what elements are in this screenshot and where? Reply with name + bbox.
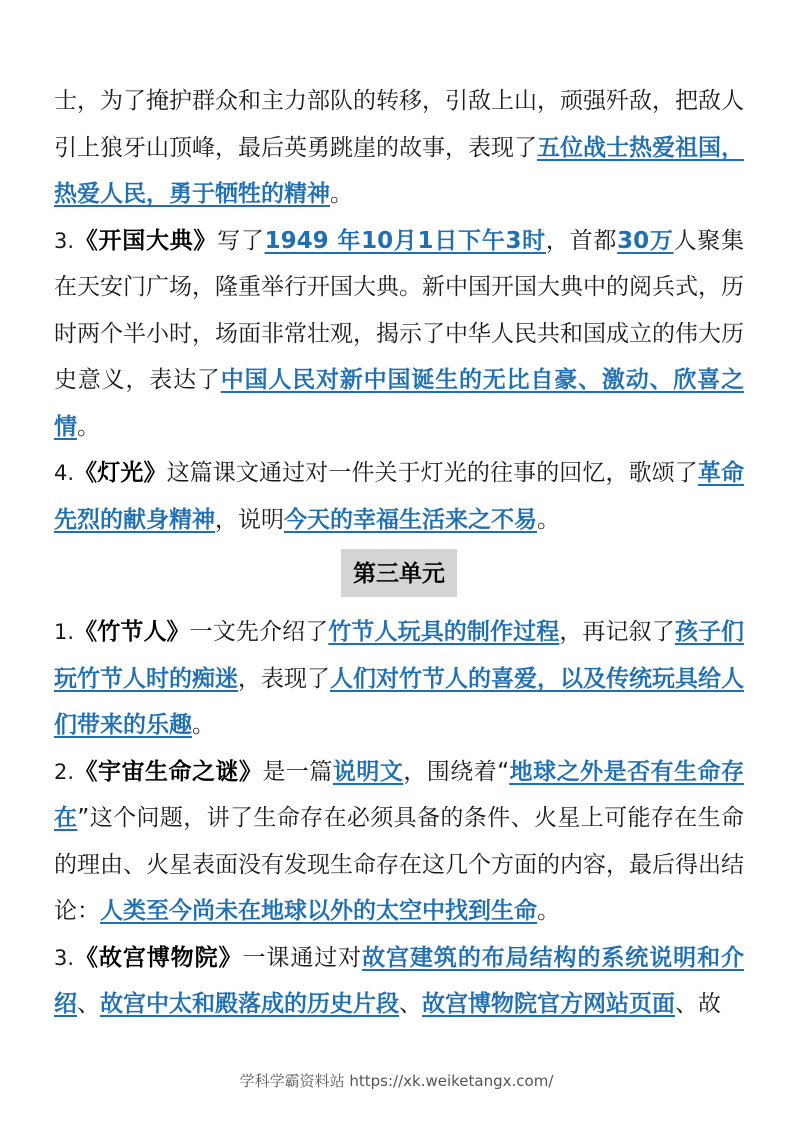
body-text: ，表现了 <box>238 665 330 692</box>
page-footer-watermark: 学科学霸资料站 https://xk.weiketangx.com/ <box>239 1072 554 1090</box>
item-number: 4. <box>54 461 75 485</box>
body-text: 一课通过对 <box>242 944 363 971</box>
body-text: 。 <box>330 181 353 207</box>
body-text: 。 <box>537 506 560 533</box>
unit-header: 第三单元 <box>341 549 457 597</box>
body-text: 士，为了掩护群众和主力部队的转移，引敌上山，顽强歼敌，把敌人引上狼牙山顶峰，最后英勇跳崖的故事，表现了 <box>54 88 744 161</box>
body-text: 是一篇 <box>262 758 333 785</box>
highlight-text: 故宫中太和殿落成的历史片段 <box>100 991 399 1017</box>
item-number: 1. <box>54 620 75 644</box>
lesson-title: 《故宫博物院》 <box>74 944 243 971</box>
highlight-text: 1949 年10月1日下午3时 <box>264 227 546 254</box>
highlight-text: 五位战士热爱祖国，热爱人民，勇于牺牲的精神 <box>54 134 744 207</box>
lesson-title: 《开国大典》 <box>74 227 218 254</box>
highlight-text: 人们对竹节人的喜爱，以及传统玩具给人们带来的乐趣 <box>54 665 744 738</box>
paragraph-gugongbowuyuan <box>54 935 744 1028</box>
highlight-text: 竹节人玩具的制作过程 <box>328 619 560 645</box>
body-text: ，说明 <box>215 506 284 533</box>
body-text: 一文先介绍了 <box>189 619 329 645</box>
highlight-text: 革命先烈的献身精神 <box>54 460 745 533</box>
highlight-text: 故宫建筑的布局结构的系统说明和介绍 <box>54 944 745 1017</box>
highlight-text: 故宫博物院官方网站页面 <box>422 991 675 1017</box>
body-text: ，围绕着“ <box>403 758 510 785</box>
highlight-text: 人类至今尚未在地球以外的太空中找到生命 <box>100 898 537 924</box>
body-text: 、 <box>399 991 422 1017</box>
paragraph-langyashan <box>54 78 744 218</box>
item-number: 3. <box>54 945 75 970</box>
highlight-text: 中国人民对新中国诞生的无比自豪、激动、欣喜之情 <box>54 367 744 440</box>
body-text: ”这个问题，讲了生命存在必须具备的条件、火星上可能存在生命的理由、火星表面没有发现生命存在这几个方面的内容，最后得出结论： <box>54 805 745 924</box>
body-text: 。 <box>537 898 560 924</box>
body-text: 人聚集在天安门广场，隆重举行开国大典。新中国开国大典中的阅兵式，历时两个半小时，场面非常壮观，揭示了中华人民共和国成立的伟大历史意义，表达了 <box>54 227 745 393</box>
item-number: 3. <box>54 228 75 253</box>
body-text: ，首都 <box>545 227 618 254</box>
lesson-title: 《宇宙生命之谜》 <box>74 758 263 785</box>
body-text: 这篇课文通过对一件关于灯光的往事的回忆，歌颂了 <box>166 460 698 486</box>
paragraph-dengguang <box>54 450 744 543</box>
unit-header-row <box>54 549 744 605</box>
lesson-title: 《竹节人》 <box>74 619 190 645</box>
highlight-text: 30万 <box>617 227 674 254</box>
highlight-text: 地球之外是否有生命存在 <box>54 758 745 831</box>
highlight-text: 今天的幸福生活来之不易 <box>284 506 537 533</box>
document-body <box>54 78 744 1028</box>
body-text: 。 <box>192 712 215 738</box>
body-text: 。 <box>77 413 100 440</box>
highlight-text: 孩子们玩竹节人时的痴迷 <box>54 619 745 692</box>
lesson-title: 《灯光》 <box>74 460 167 486</box>
item-number: 2. <box>54 759 75 784</box>
body-text: 写了 <box>217 227 265 254</box>
paragraph-yuzhoushengming <box>54 749 744 935</box>
paragraph-zhujieren <box>54 609 744 749</box>
highlight-text: 说明文 <box>332 758 404 785</box>
paragraph-kaiguodadian <box>54 218 744 451</box>
body-text: 、故 <box>675 991 721 1017</box>
body-text: ，再记叙了 <box>559 619 675 645</box>
body-text: 、 <box>77 991 100 1017</box>
